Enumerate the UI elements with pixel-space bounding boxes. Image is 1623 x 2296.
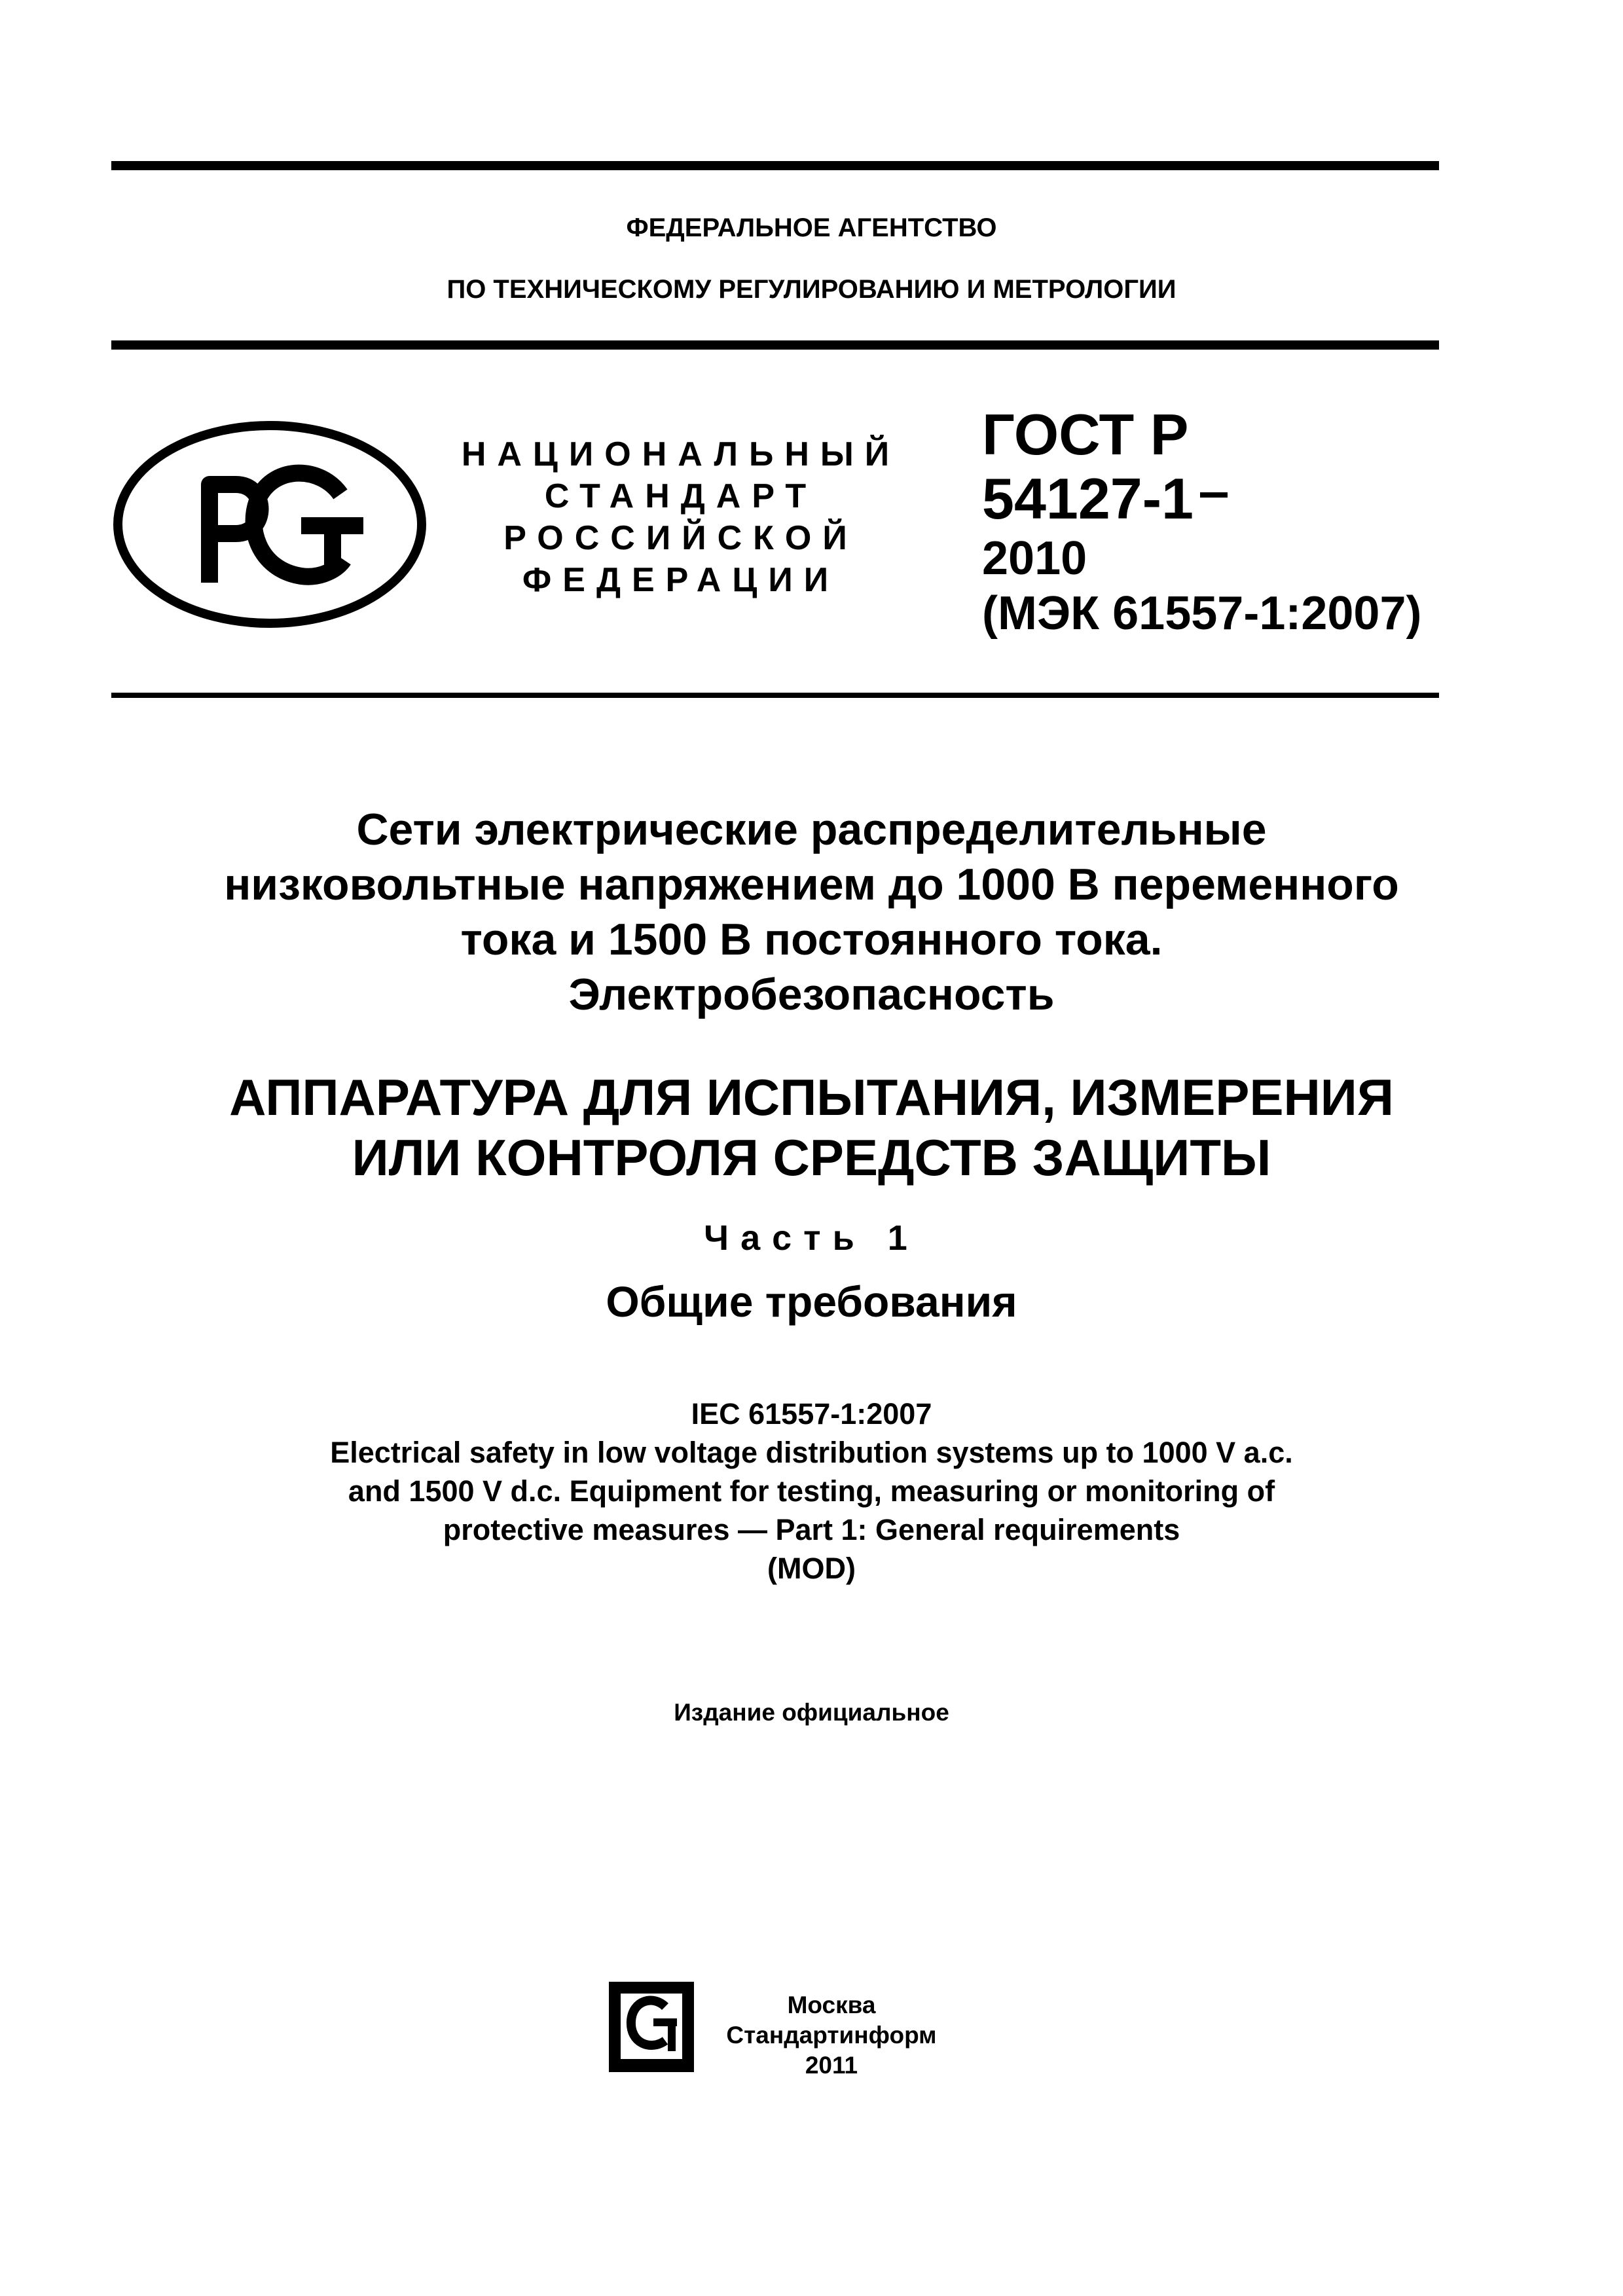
english-title-line-3: protective measures — Part 1: General requirements [443, 1513, 1180, 1546]
general-title [0, 802, 1623, 1022]
publisher-name: Стандартинформ [726, 2022, 937, 2049]
edition-label: Издание официальное [674, 1699, 949, 1726]
main-title-line-1: АППАРАТУРА ДЛЯ ИСПЫТАНИЯ, ИЗМЕРЕНИЯ [229, 1068, 1394, 1126]
rst-certification-logo-icon [111, 419, 429, 630]
english-title-line-1: Electrical safety in low voltage distribution systems up to 1000 V a.c. [330, 1436, 1293, 1469]
designation-line-1: ГОСТ Р [982, 402, 1189, 467]
general-title-line-4: Электробезопасность [568, 970, 1055, 1019]
part-title: Общие требования [606, 1277, 1017, 1326]
standard-type-line-3: РОССИЙСКОЙ [503, 519, 858, 557]
header-bottom-rule [111, 340, 1439, 350]
top-rule [111, 161, 1439, 170]
publisher [720, 1990, 943, 2081]
general-title-line-2: низковольтные напряжением до 1000 В переменного [224, 860, 1399, 909]
standard-type-line-2: СТАНДАРТ [544, 477, 818, 515]
english-code: IEC 61557-1:2007 [691, 1397, 932, 1430]
designation-line-3: 2010 [982, 532, 1087, 585]
publisher-year: 2011 [805, 2052, 858, 2079]
designation-dash [1200, 492, 1228, 498]
standard-type-line-4: ФЕДЕРАЦИИ [522, 561, 840, 599]
agency-line-2: ПО ТЕХНИЧЕСКОМУ РЕГУЛИРОВАНИЮ И МЕТРОЛОГИИ [447, 275, 1176, 304]
publisher-city: Москва [787, 1992, 876, 2018]
designation-line-2: 54127-1 [982, 466, 1194, 531]
part-label: Часть 1 [704, 1218, 919, 1258]
english-mod: (MOD) [767, 1552, 856, 1585]
main-title-line-2: ИЛИ КОНТРОЛЯ СРЕДСТВ ЗАЩИТЫ [352, 1129, 1271, 1186]
title-top-rule [111, 693, 1439, 698]
designation-line-4: (МЭК 61557-1:2007) [982, 587, 1422, 640]
standard-type-line-1: НАЦИОНАЛЬНЫЙ [461, 435, 901, 473]
agency-line-1: ФЕДЕРАЛЬНОЕ АГЕНТСТВО [626, 213, 997, 242]
general-title-line-3: тока и 1500 В постоянного тока. [460, 915, 1163, 964]
english-title-line-2: and 1500 V d.c. Equipment for testing, measuring or monitoring of [348, 1474, 1275, 1508]
english-title [0, 1394, 1623, 1588]
designation [982, 403, 1440, 641]
main-title [0, 1067, 1623, 1188]
standartinform-logo-icon [608, 1980, 699, 2079]
general-title-line-1: Сети электрические распределительные [356, 805, 1267, 854]
standard-type [458, 433, 903, 601]
